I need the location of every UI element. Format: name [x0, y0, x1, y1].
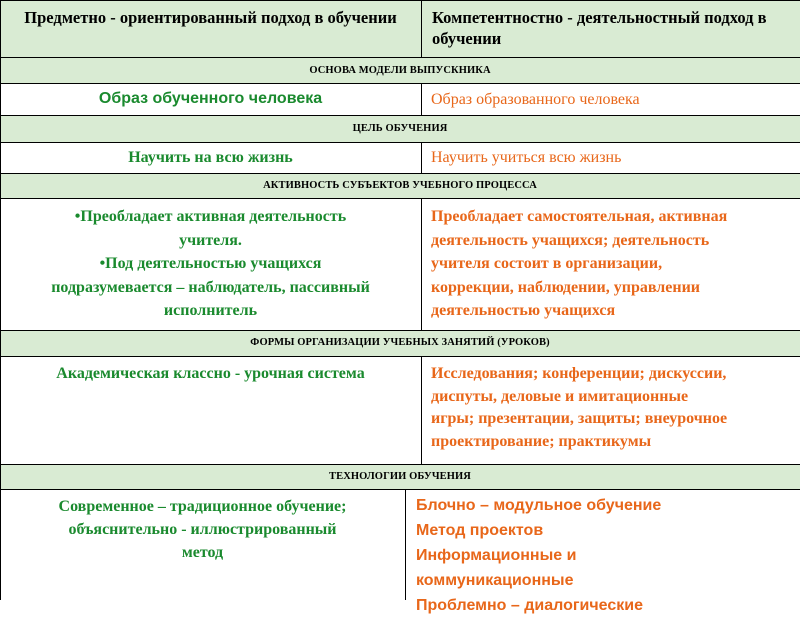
grid-line [0, 142, 800, 143]
row-line: •Преобладает активная деятельность [74, 208, 347, 225]
section-title-subject-activity: АКТИВНОСТЬ СУБЪЕКТОВ УЧЕБНОГО ПРОЦЕССА [0, 173, 800, 198]
row-line: диспуты, деловые и имитационные [431, 387, 689, 405]
grid-line [421, 356, 422, 465]
row-line: деятельностью учащихся [431, 302, 616, 319]
row-right-teaching-technologies [406, 490, 800, 614]
grid-line [0, 0, 1, 600]
row-line: •Под деятельностью учащихся [99, 255, 322, 272]
grid-line [0, 464, 800, 465]
row-line: метод [181, 544, 224, 561]
section-title-teaching-technologies: ТЕХНОЛОГИИ ОБУЧЕНИЯ [0, 464, 800, 489]
row-line: Блочно – модульное обучение [416, 497, 662, 514]
grid-line [421, 142, 422, 174]
row-line: объяснительно - иллюстрированный [68, 521, 337, 538]
row-line: исполнитель [163, 302, 258, 319]
row-right-subject-activity [422, 199, 800, 330]
grid-line [0, 115, 800, 116]
row-left-learning-goal [0, 143, 421, 173]
row-text: Образ образованного человека [431, 91, 640, 108]
row-text: Научить на всю жизнь [128, 149, 293, 166]
row-line: подразумевается – наблюдатель, пассивный [51, 278, 370, 296]
row-left-subject-activity [0, 199, 421, 330]
grid-line [0, 57, 800, 58]
row-line: учителя состоит в организации, [431, 255, 663, 272]
row-right-learning-goal [422, 143, 800, 173]
grid-line [0, 173, 800, 174]
grid-line [421, 198, 422, 331]
grid-line [0, 198, 800, 199]
row-line: Информационные и [416, 547, 577, 564]
row-left-class-forms [0, 357, 421, 464]
row-line: коммуникационные [416, 572, 574, 589]
row-line: Исследования; конференции; дискуссии, [431, 365, 727, 382]
row-line: Проблемно – диалогические [416, 597, 643, 614]
row-text: Научить учиться всю жизнь [431, 149, 622, 166]
grid-line [0, 489, 800, 490]
row-line: коррекции, наблюдении, управлении [431, 278, 701, 296]
grid-line [405, 489, 406, 600]
row-line: Преобладает самостоятельная, активная [431, 208, 728, 225]
header-right: Компетентностно - деятельностный подход в обучении [422, 0, 800, 58]
row-line: деятельность учащихся; деятельность [431, 231, 710, 249]
grid-line [0, 83, 800, 84]
grid-line [421, 0, 422, 58]
row-left-graduate-model [0, 84, 421, 115]
section-title-class-forms: ФОРМЫ ОРГАНИЗАЦИИ УЧЕБНЫХ ЗАНЯТИЙ (УРОКОВ) [0, 330, 800, 356]
section-title-learning-goal: ЦЕЛЬ ОБУЧЕНИЯ [0, 115, 800, 142]
row-line: учителя. [179, 231, 242, 249]
header-left: Предметно - ориентированный подход в обучении [0, 0, 421, 58]
row-line: игры; презентации, защиты; внеурочное [431, 410, 728, 427]
grid-line [0, 356, 800, 357]
row-line: проектирование; практикумы [431, 432, 652, 450]
row-right-graduate-model [422, 84, 800, 115]
grid-line [421, 83, 422, 116]
row-line: Современное – традиционное обучение; [58, 498, 347, 515]
row-text: Академическая классно - урочная система [56, 365, 365, 382]
grid-line [0, 330, 800, 331]
row-text: Образ обученного человека [98, 90, 323, 107]
row-right-class-forms [422, 357, 800, 464]
row-line: Метод проектов [416, 522, 544, 539]
row-left-teaching-technologies [0, 490, 405, 600]
section-title-graduate-model: ОСНОВА МОДЕЛИ ВЫПУСКНИКА [0, 58, 800, 83]
grid-line [0, 0, 800, 1]
